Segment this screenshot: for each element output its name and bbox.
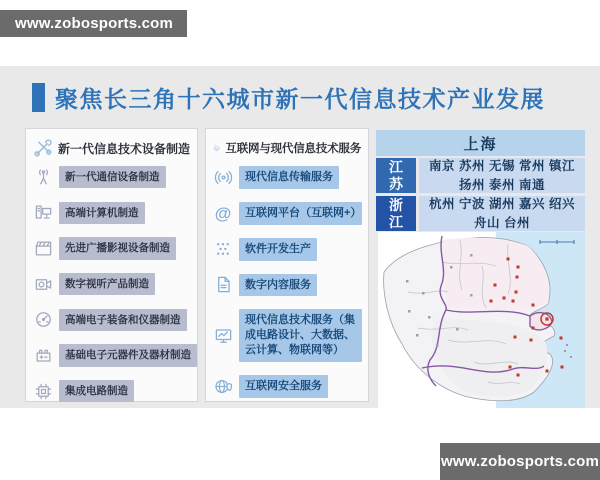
list-item bbox=[212, 309, 362, 362]
jiangsu-label: 江苏 bbox=[376, 158, 416, 193]
services-panel bbox=[205, 128, 369, 402]
item-label: 基础电子元器件及器材制造 bbox=[59, 344, 197, 366]
gauge-icon bbox=[32, 310, 54, 329]
item-label: 互联网安全服务 bbox=[239, 375, 328, 398]
list-item bbox=[32, 166, 191, 188]
yangtze-delta-map bbox=[378, 232, 585, 408]
list-item bbox=[32, 202, 191, 224]
list-item bbox=[32, 237, 191, 259]
manufacturing-panel bbox=[25, 128, 198, 402]
bottom-watermark-banner bbox=[440, 443, 600, 480]
item-label: 软件开发生产 bbox=[239, 238, 317, 261]
globe-shield-icon bbox=[212, 377, 234, 396]
list-item bbox=[212, 202, 362, 225]
content-card bbox=[0, 66, 600, 408]
top-watermark-banner bbox=[0, 10, 187, 37]
list-item bbox=[212, 166, 362, 189]
list-item bbox=[32, 309, 191, 331]
battery-icon bbox=[32, 346, 54, 365]
list-item bbox=[32, 344, 191, 366]
item-label: 现代信息传输服务 bbox=[239, 166, 339, 189]
binary-icon bbox=[212, 240, 234, 259]
shanghai-label: 上海 bbox=[463, 135, 498, 153]
services-panel-title: 互联网与现代信息技术服务 bbox=[225, 143, 361, 155]
manufacturing-panel-header bbox=[31, 136, 192, 166]
at-icon: @ bbox=[214, 203, 232, 223]
jiangsu-cities: 南京 苏州 无锡 常州 镇江 扬州 泰州 南通 bbox=[419, 158, 585, 193]
camera-icon bbox=[32, 275, 54, 294]
jiangsu-row bbox=[376, 158, 585, 193]
chip-icon bbox=[32, 382, 54, 401]
item-label: 高端计算机制造 bbox=[59, 202, 145, 224]
list-item bbox=[32, 273, 191, 295]
manufacturing-panel-title: 新一代信息技术设备制造 bbox=[57, 141, 190, 156]
service-box-icon bbox=[213, 138, 220, 158]
item-label: 数字内容服务 bbox=[239, 274, 317, 297]
document-icon bbox=[212, 275, 234, 294]
title-bullet bbox=[32, 83, 45, 112]
list-item bbox=[212, 238, 362, 261]
zhejiang-row bbox=[376, 196, 585, 231]
list-item bbox=[32, 380, 191, 402]
top-banner-text: www.zobosports.com bbox=[15, 15, 174, 32]
title-row bbox=[32, 81, 545, 114]
item-label: 互联网平台（互联网+） bbox=[239, 202, 362, 225]
bottom-banner-text: www.zobosports.com bbox=[440, 453, 600, 470]
item-label: 先进广播影视设备制造 bbox=[59, 237, 176, 259]
item-label: 集成电路制造 bbox=[59, 380, 134, 402]
computer-icon bbox=[32, 203, 54, 222]
item-label: 高端电子装备和仪器制造 bbox=[59, 309, 187, 331]
clapperboard-icon bbox=[32, 239, 54, 258]
list-item bbox=[212, 375, 362, 398]
signal-icon bbox=[212, 168, 234, 187]
monitor-icon bbox=[212, 326, 234, 345]
item-label: 新一代通信设备制造 bbox=[59, 166, 166, 188]
tools-icon bbox=[33, 138, 53, 158]
item-label: 数字视听产品制造 bbox=[59, 273, 155, 295]
item-label: 现代信息技术服务（集成电路设计、大数据、云计算、物联网等） bbox=[239, 309, 362, 362]
list-item bbox=[212, 274, 362, 297]
zhejiang-label: 浙江 bbox=[376, 196, 416, 231]
zhejiang-cities: 杭州 宁波 湖州 嘉兴 绍兴 舟山 台州 bbox=[419, 196, 585, 231]
shanghai-header-bar bbox=[376, 130, 585, 156]
services-panel-header bbox=[211, 136, 363, 166]
page-title: 聚焦长三角十六城市新一代信息技术产业发展 bbox=[55, 86, 545, 112]
antenna-icon bbox=[32, 168, 54, 187]
